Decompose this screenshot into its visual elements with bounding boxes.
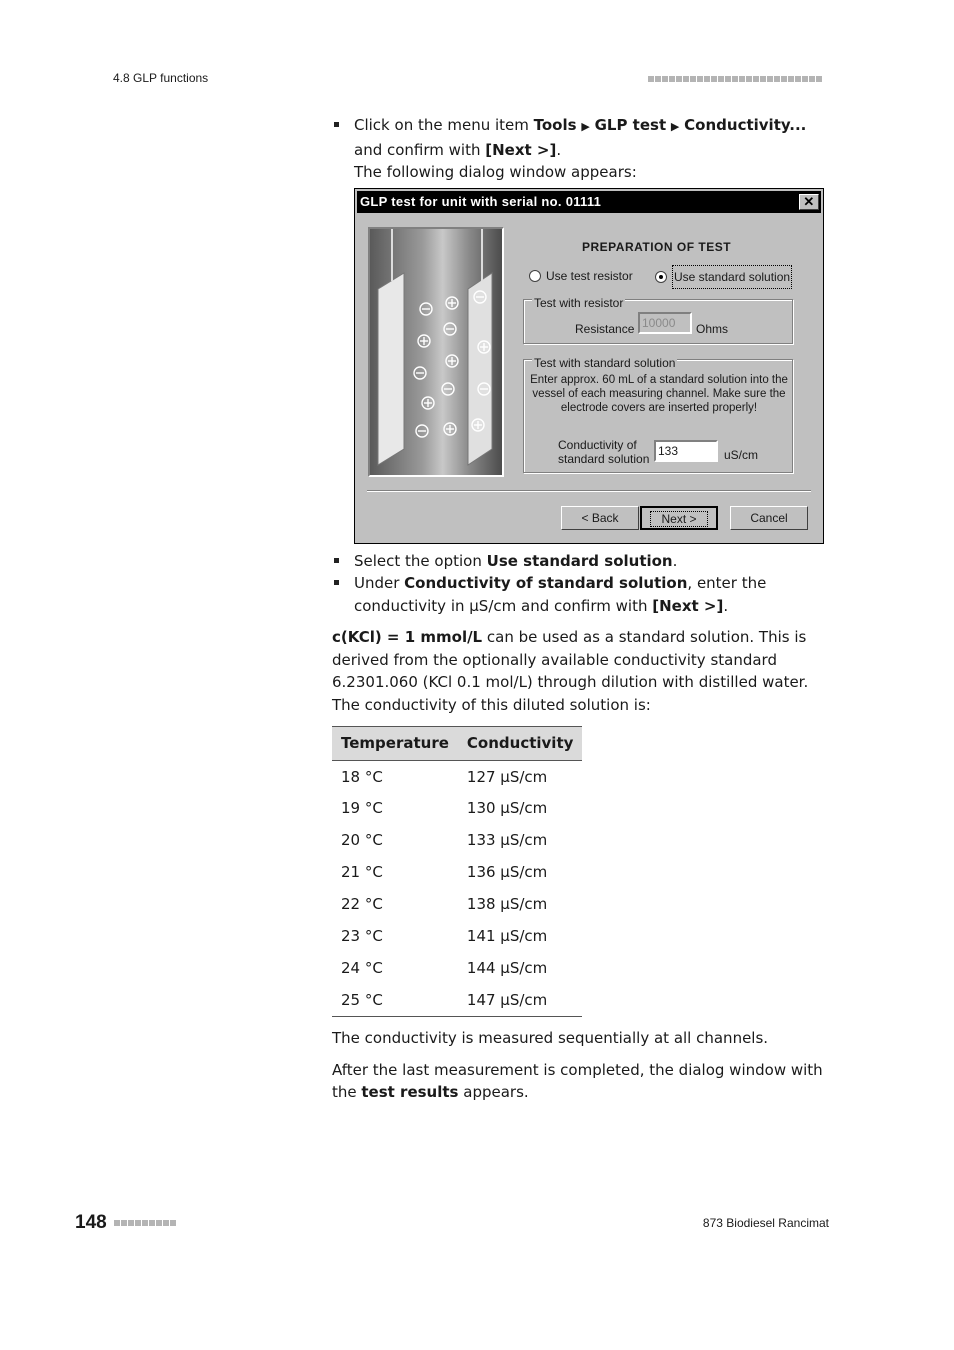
conductivity-label: Conductivity of standard solution bbox=[558, 437, 650, 466]
table-row: 19 °C 130 µS/cm bbox=[341, 799, 548, 818]
radio-off-icon[interactable] bbox=[529, 270, 541, 282]
dialog-intro: The following dialog window appears: bbox=[354, 163, 637, 181]
page-number: 148 bbox=[75, 1212, 107, 1233]
radio-test-resistor[interactable]: Use test resistor bbox=[529, 265, 633, 288]
table-row: 25 °C 147 µS/cm bbox=[332, 985, 582, 1017]
dialog-title: GLP test for unit with serial no. 01111 bbox=[360, 193, 602, 209]
table-row: 20 °C 133 µS/cm bbox=[341, 831, 548, 850]
menu-tools: Tools bbox=[533, 116, 577, 134]
electrode-illustration bbox=[368, 227, 504, 477]
conductivity-table bbox=[332, 726, 582, 1017]
menu-arrow-icon: ▶ bbox=[581, 120, 590, 133]
column-header-temperature: Temperature bbox=[332, 727, 458, 761]
step-menu-item: Click on the menu item Tools ▶ GLP test ▶ Conductivity... and confirm with [Next >]. The following dialog window appears: bbox=[332, 114, 832, 184]
conductivity-unit: uS/cm bbox=[724, 447, 759, 462]
footer-decoration bbox=[114, 1220, 176, 1226]
column-header-conductivity: Conductivity bbox=[458, 727, 582, 761]
next-button[interactable]: Next > bbox=[640, 506, 718, 530]
conductivity-input[interactable]: 133 bbox=[654, 440, 718, 462]
table-header-row bbox=[332, 727, 582, 761]
step-select-option: Select the option Use standard solution. bbox=[332, 550, 832, 573]
electrode-graphic bbox=[370, 229, 502, 475]
next-button-ref: [Next >] bbox=[485, 140, 557, 159]
step-enter-conductivity: Under Conductivity of standard solution, enter the conductivity in µS/cm and confirm with [Next >]. bbox=[332, 572, 832, 617]
dialog-heading: PREPARATION OF TEST bbox=[582, 239, 732, 254]
table-row: 18 °C 127 µS/cm bbox=[341, 767, 548, 786]
back-button[interactable]: < Back bbox=[561, 506, 639, 530]
dialog-separator bbox=[367, 490, 811, 492]
standard-solution-paragraph: c(KCl) = 1 mmol/L can be used as a standard solution. This is derived from the optionally available conductivity standard 6.2301.060 (KCl 0.1 mol/L) through dilution with distilled water. The conductivity of this diluted solution is: bbox=[332, 628, 809, 714]
group-test-resistor: Test with resistor Resistance 10000 Ohms bbox=[523, 299, 793, 344]
dialog-titlebar bbox=[357, 191, 821, 213]
close-icon[interactable]: ✕ bbox=[799, 194, 819, 210]
cancel-button[interactable]: Cancel bbox=[730, 506, 808, 530]
running-header-section: 4.8 GLP functions bbox=[113, 71, 209, 85]
sequential-measurement-paragraph: The conductivity is measured sequentially at all channels. bbox=[332, 1029, 769, 1047]
menu-conductivity: Conductivity... bbox=[684, 116, 807, 134]
glp-test-dialog bbox=[354, 188, 824, 544]
menu-glp-test: GLP test bbox=[594, 116, 667, 134]
menu-arrow-icon: ▶ bbox=[670, 120, 680, 133]
resistance-label: Resistance bbox=[575, 321, 635, 336]
resistance-unit: Ohms bbox=[696, 321, 729, 336]
table-row: 21 °C 136 µS/cm bbox=[341, 863, 548, 882]
header-decoration bbox=[648, 76, 822, 82]
resistance-input[interactable]: 10000 bbox=[638, 312, 692, 334]
running-footer-product: 873 Biodiesel Rancimat bbox=[702, 1216, 829, 1230]
table-row: 24 °C 144 µS/cm bbox=[341, 959, 548, 978]
table-row: 22 °C 138 µS/cm bbox=[341, 895, 548, 914]
group-standard-solution: Test with standard solution Enter approx. 60 mL of a standard solution into the vessel of each measuring channel. Make sure the electrode covers are inserted properly! Conductivity of standard solution 133 uS/cm bbox=[523, 359, 793, 473]
table-row: 23 °C 141 µS/cm bbox=[341, 927, 548, 946]
radio-standard-solution[interactable]: Use standard solution bbox=[655, 265, 792, 290]
radio-on-icon[interactable] bbox=[655, 271, 667, 283]
standard-solution-instructions: Enter approx. 60 mL of a standard solution into the vessel of each measuring channel. Make sure the electrode covers are inserted properly! bbox=[530, 373, 788, 414]
main-content bbox=[332, 114, 832, 1104]
test-results-paragraph: After the last measurement is completed, the dialog window with the test results appears. bbox=[332, 1060, 823, 1101]
